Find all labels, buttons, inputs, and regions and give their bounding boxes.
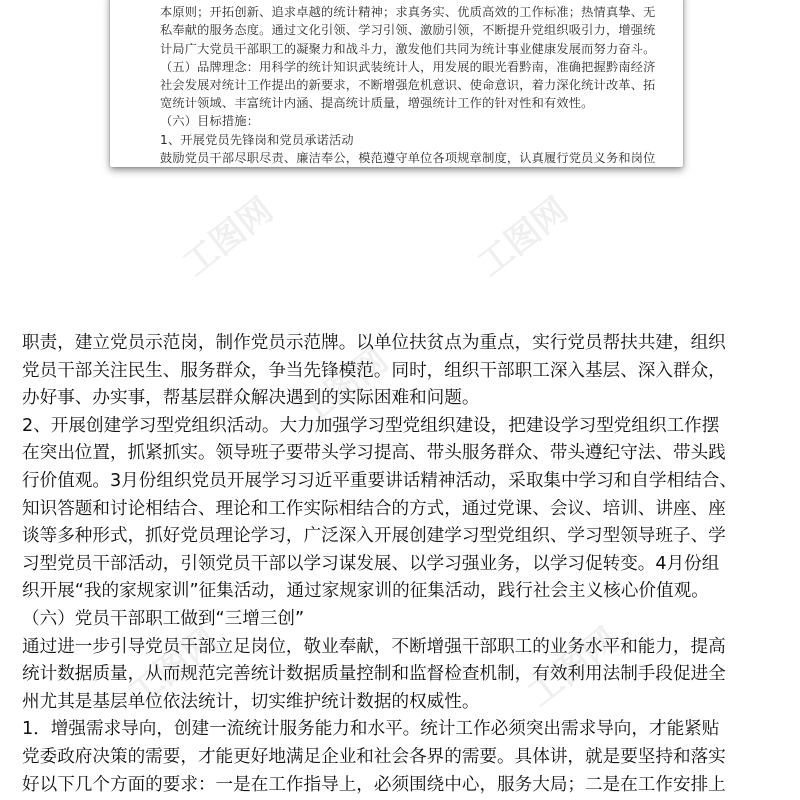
document-preview-text [160, 0, 656, 167]
body-line: 州尤其是基层单位依法统计，切实维护统计数据的权威性。 [22, 691, 480, 712]
preview-line: 本原则；开拓创新、追求卓越的统计精神；求真务实、优质高效的工作标准；热情真挚、无 [160, 5, 656, 20]
body-line: 谈等多种形式，抓好党员理论学习，广泛深入开展创建学习型党组织、学习型领导班子、学 [22, 526, 726, 547]
body-line: 统计数据质量，从而规范完善统计数据质量控制和监督检查机制，有效利用法制手段促进全 [22, 664, 726, 685]
body-line: 党委政府决策的需要，才能更好地满足企业和社会各界的需要。具体讲，就是要坚持和落实 [22, 746, 726, 767]
body-line: 行价值观。3月份组织党员开展学习习近平重要讲话精神活动，采取集中学习和自学相结合、 [22, 470, 737, 491]
document-body [22, 330, 792, 799]
preview-line: （六）目标措施： [160, 114, 260, 129]
watermark: 工图网 [290, 340, 396, 435]
watermark: 工图网 [120, 620, 226, 715]
body-line: 在突出位置，抓紧抓实。领导班子要带头学习提高、带头服务群众、带头遵纪守法、带头践 [22, 443, 726, 464]
body-line: 职责，建立党员示范岗，制作党员示范牌。以单位扶贫点为重点，实行党员帮扶共建，组织 [22, 333, 726, 353]
body-line: 织开展“我的家规家训”征集活动，通过家规家训的征集活动，践行社会主义核心价值观。 [22, 581, 709, 602]
body-line: 1．增强需求导向，创建一流统计服务能力和水平。统计工作必须突出需求导向，才能紧贴 [22, 719, 720, 740]
preview-line: （五）品牌理念：用科学的统计知识武装统计人，用发展的眼光看黔南，准确把握黔南经济 [160, 59, 656, 74]
body-line: 知识答题和讨论相结合、理论和工作实际相结合的方式，通过党课、会议、培训、讲座、座 [22, 498, 726, 519]
section-heading: （六）党员干部职工做到“三增三创” [22, 608, 305, 629]
body-line: 好以下几个方面的要求：一是在工作指导上，必须围绕中心，服务大局；二是在工作安排上 [22, 774, 726, 795]
preview-line: 鼓励党员干部尽职尽责、廉洁奉公，模范遵守单位各项规章制度，认真履行党员义务和岗位 [160, 150, 656, 165]
watermark: 工图网 [520, 620, 626, 715]
preview-line: 私奉献的服务态度。通过文化引领、学习引领、激励引领，不断提升党组织吸引力，增强统 [160, 23, 656, 38]
preview-line: 宽统计领域、丰富统计内涵、提高统计质量，增强统计工作的针对性和有效性。 [160, 96, 594, 111]
preview-line: 1、开展党员先锋岗和党员承诺活动 [160, 132, 354, 147]
body-line: 习型党员干部活动，引领党员干部以学习谋发展、以学习强业务，以学习促转变。4月份组 [22, 553, 720, 574]
preview-line: 计局广大党员干部职工的凝聚力和战斗力，激发他们共同为统计事业健康发展而努力奋斗。 [160, 41, 656, 56]
watermark: 工图网 [175, 190, 281, 285]
watermark: 工图网 [470, 190, 576, 285]
body-line: 通过进一步引导党员干部立足岗位，敬业奉献，不断增强干部职工的业务水平和能力，提高 [22, 636, 726, 657]
body-line: 2、开展创建学习型党组织活动。大力加强学习型党组织建设，把建设学习型党组织工作摆 [22, 415, 720, 436]
preview-line: 社会发展对统计工作提出的新要求，不断增强危机意识、使命意识，着力深化统计改革、拓 [160, 78, 656, 93]
body-line: 办好事、办实事，帮基层群众解决遇到的实际困难和问题。 [22, 388, 480, 409]
body-line: 党员干部关注民生、服务群众，争当先锋模范。同时，组织干部职工深入基层、深入群众， [22, 360, 726, 381]
document-preview-card [110, 0, 683, 167]
